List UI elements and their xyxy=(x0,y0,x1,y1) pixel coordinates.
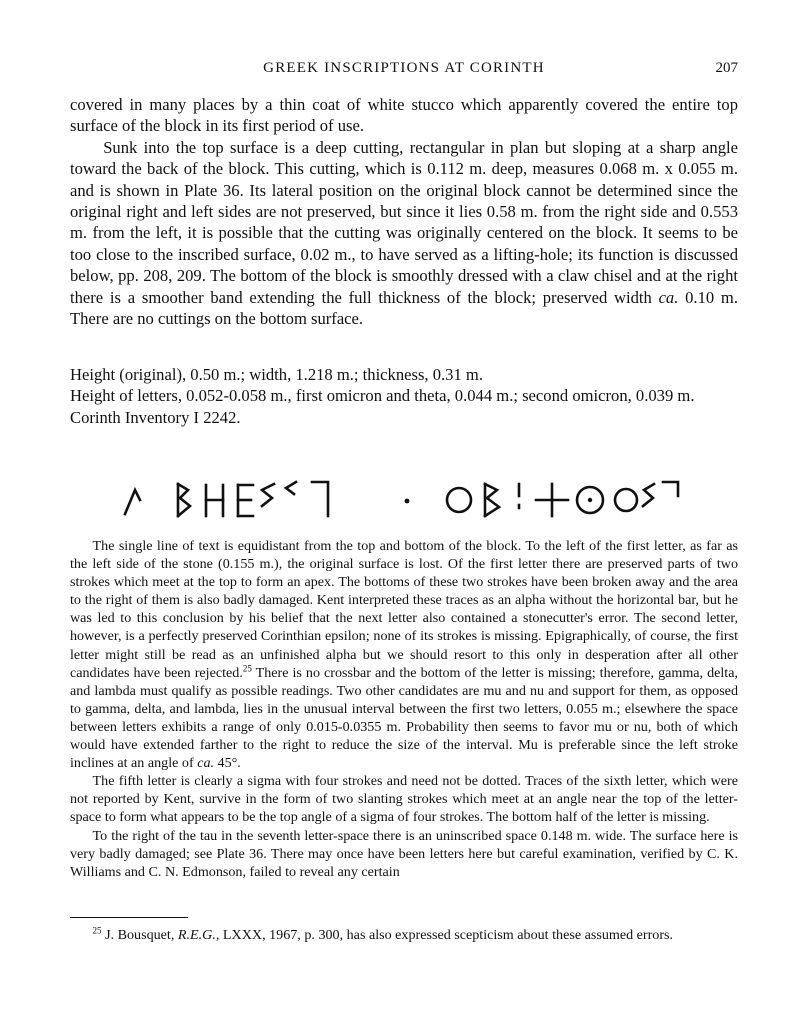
letter-sigma-four-stroke xyxy=(262,484,274,506)
footnote-text-end: LXXX, 1967, p. 300, has also expressed scepticism about these assumed errors. xyxy=(219,927,674,943)
circa-abbrev: ca. xyxy=(658,287,679,307)
discussion-paragraph-1 xyxy=(70,537,738,772)
discussion-paragraph-1-text: The single line of text is equidistant from the top and bottom of the block. To the left of the first letter, as far as the left side of the stone (0.155 m.), the original surface is lost. Of the first letter there are preserved parts of two strokes which meet at the top to form an apex. The bottoms of these two strokes have been broken away and the area to the right of them is also badly damaged. Kent interpreted these traces as an alpha without the horizontal bar, but he was led to this conclusion by his belief that the next letter also contained a stonecutter's error. The second letter, however, is a perfectly preserved Corinthian epsilon; none of its strokes is missing. Epigraphically, of course, the first letter might still be read as an unfinished alpha but we should resort to this only in desperation after all other candidates have been rejected. xyxy=(70,538,738,681)
letter-height-line: Height of letters, 0.052-0.058 m., first omicron and theta, 0.044 m.; second omicron, 0.039 m. xyxy=(70,386,695,406)
main-text xyxy=(70,94,738,329)
discussion-text xyxy=(70,537,738,881)
footnote-ref-25: 25 xyxy=(242,662,252,673)
inventory-line: Corinth Inventory I 2242. xyxy=(70,407,241,427)
inscription-drawing xyxy=(110,470,710,526)
paragraph-cutting xyxy=(70,137,738,330)
running-title: GREEK INSCRIPTIONS AT CORINTH xyxy=(263,60,545,76)
discussion-paragraph-2: The fifth letter is clearly a sigma with four strokes and need not be dotted. Traces of the sixth letter, which were not reported by Kent, survive in the form of two slanting strokes which meet at an angle near the top of the letter-space to form what appears to be the top angle of a sigma of four strokes. The bottom half of the letter is missing. xyxy=(70,773,738,826)
footnote-text: J. Bousquet, xyxy=(101,927,178,943)
dimensions-line: Height (original), 0.50 m.; width, 1.218 m.; thickness, 0.31 m. xyxy=(70,365,483,384)
letter-eta xyxy=(206,485,223,516)
footnote-divider xyxy=(70,917,188,918)
letter-sigma-four-stroke-2 xyxy=(643,484,654,506)
letter-apex-fragment xyxy=(125,490,140,514)
paragraph-continuation: covered in many places by a thin coat of white stucco which apparently covered the entire top surface of the block in its first period of use. xyxy=(70,95,738,136)
letter-tau xyxy=(536,484,568,516)
letter-corinthian-epsilon-2 xyxy=(485,484,499,516)
letter-theta xyxy=(577,487,603,513)
footnote-number: 25 xyxy=(92,925,102,936)
discussion-paragraph-1-end: 45°. xyxy=(214,755,241,772)
letter-omicron-1 xyxy=(447,488,471,512)
letter-tau-sideways xyxy=(312,482,328,516)
letter-gamma xyxy=(663,482,678,496)
specifications xyxy=(70,364,738,428)
word-divider xyxy=(405,499,410,504)
page-number: 207 xyxy=(715,60,738,76)
paragraph-cutting-end: 0.10 m. There are no cuttings on the bottom surface. xyxy=(70,287,738,329)
running-head xyxy=(70,60,738,80)
letter-sigma-fragment xyxy=(286,482,296,494)
letter-epsilon xyxy=(238,485,253,516)
discussion-paragraph-1-cont: There is no crossbar and the bottom of the letter is missing; therefore, gamma, delta, and lambda must qualify as possible readings. Two other candidates are mu and nu and support for them, as opposed to gamma, delta, and lambda, lies in the unusual interval between the first two letters, 0.055 m.; elsewhere the space between letters exhibits a range of only 0.015-0.0355 m. Probability then seems to favor mu or nu, both of which would have extended farther to the right to reduce the size of the interval. Mu is preferable since the left stroke inclines at an angle of xyxy=(70,664,738,772)
discussion-paragraph-3: To the right of the tau in the seventh letter-space there is an uninscribed space 0.148 m. wide. The surface here is very badly damaged; see Plate 36. There may once have been letters here but careful examination, verified by C. K. Williams and C. N. Edmonson, failed to reveal any certain xyxy=(70,827,738,880)
letter-omicron-2 xyxy=(615,489,637,511)
circa-abbrev-2: ca. xyxy=(197,755,215,772)
footnote-25 xyxy=(70,926,738,944)
footnote-journal: R.E.G., xyxy=(177,927,220,943)
letter-corinthian-epsilon xyxy=(178,484,190,516)
inscription-glyphs xyxy=(110,470,710,526)
paragraph-cutting-text: Sunk into the top surface is a deep cutting, rectangular in plan but sloping at a sharp angle toward the back of the block. This cutting, which is 0.112 m. deep, measures 0.068 m. x 0.055 m. and is shown in Plate 36. Its lateral position on the original block cannot be determined since the original right and left sides are not preserved, but since it lies 0.58 m. from the right side and 0.553 m. from the left, it is possible that the cutting was originally centered on the block. It seems to be too close to the inscribed surface, 0.02 m., to have served as a lifting-hole; its function is discussed below, pp. 208, 209. The bottom of the block is smoothly dressed with a claw chisel and at the right there is a smoother band extending the full thickness of the block; preserved width xyxy=(70,137,738,307)
